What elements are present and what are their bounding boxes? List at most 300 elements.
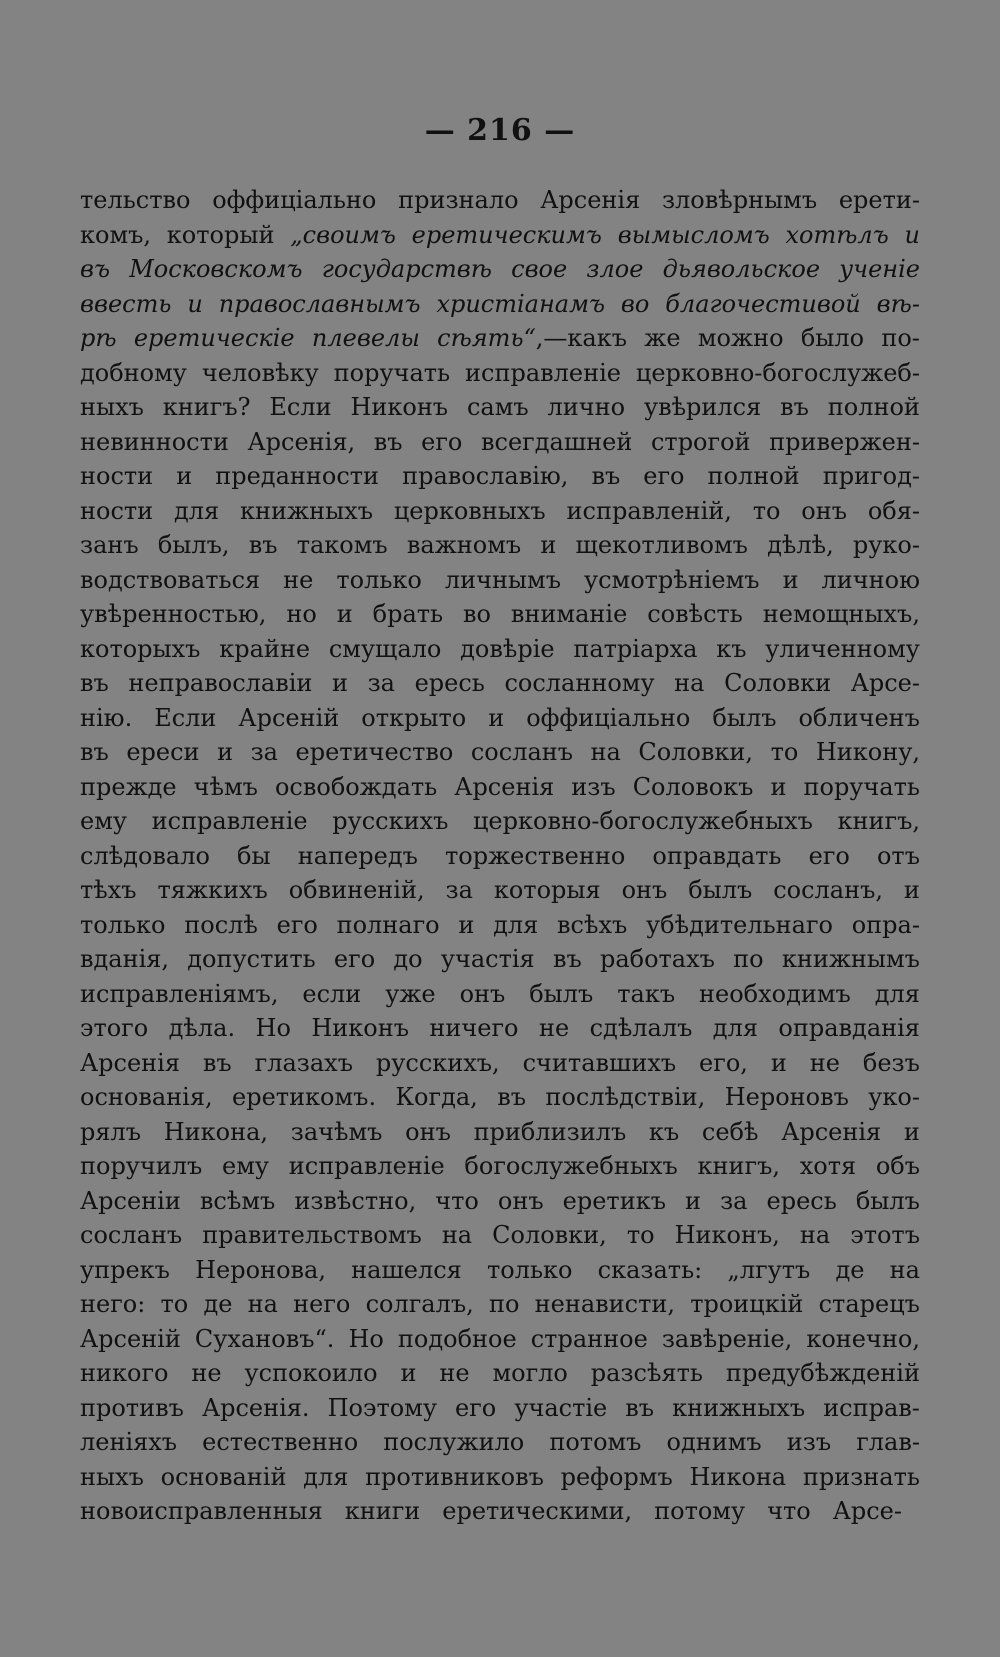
word: занъ	[80, 531, 139, 559]
word: совѣсть	[647, 600, 743, 628]
text-line	[80, 632, 920, 667]
word: крайне	[219, 634, 311, 663]
word: всѣмъ	[199, 1186, 276, 1215]
word: благочестивой	[665, 289, 861, 318]
word: ничего	[429, 1014, 519, 1042]
word: русскихъ	[332, 807, 449, 835]
word: конечно,	[806, 1324, 920, 1353]
word: послѣ	[184, 910, 258, 939]
word: еретическими,	[442, 1497, 633, 1525]
word: книгъ?	[162, 393, 251, 421]
word: Нероновъ	[724, 1083, 849, 1111]
word: въ	[625, 1393, 655, 1422]
word: хотя	[799, 1152, 857, 1180]
word: сосланъ,	[773, 876, 883, 904]
word: которыя	[493, 876, 601, 904]
word: ности	[80, 462, 154, 490]
word: не	[283, 565, 314, 594]
word: послужило	[383, 1428, 525, 1456]
word: не	[809, 1048, 840, 1077]
word: плевелы	[311, 324, 420, 352]
word: открыто	[361, 703, 467, 732]
text-line	[80, 459, 920, 494]
word: если	[302, 979, 362, 1008]
word: къ	[716, 634, 747, 663]
word: Поэтому	[327, 1393, 437, 1422]
word: и	[685, 1186, 702, 1215]
word: и	[903, 876, 920, 904]
word: ересь	[414, 669, 485, 697]
word: Если	[154, 703, 217, 732]
word: Арсеніи	[80, 1186, 181, 1215]
word: исправленій,	[566, 496, 732, 525]
word: участія	[440, 945, 535, 973]
word: Арсеній	[80, 1324, 181, 1353]
word: на	[674, 669, 705, 697]
word: патріарха	[573, 634, 698, 663]
word: Арсеній	[238, 703, 340, 732]
word: пригод-	[822, 462, 920, 490]
text-line	[80, 1046, 920, 1081]
word: на	[441, 1221, 473, 1249]
word: предубѣжденій	[725, 1359, 920, 1387]
word: уко-	[868, 1083, 920, 1111]
text-line	[80, 425, 920, 460]
word: водствоваться	[80, 565, 261, 594]
word: было	[800, 324, 865, 352]
word: Сухановъ“.	[194, 1324, 335, 1353]
word: по	[733, 945, 764, 973]
text-line	[80, 977, 920, 1012]
word: Никонъ	[350, 393, 449, 421]
word: подобное	[397, 1324, 517, 1353]
word: новоисправленныя	[80, 1497, 323, 1525]
word: слѣдовало	[80, 841, 210, 870]
word: троицкій	[690, 1290, 804, 1318]
word: обя-	[867, 496, 920, 525]
text-line	[80, 1287, 920, 1322]
word: въ	[80, 669, 109, 697]
word: этого	[80, 1014, 149, 1042]
word: церковно-богослужеб-	[635, 358, 920, 387]
word: обвиненій,	[288, 876, 425, 904]
word: богослужебныхъ	[464, 1152, 678, 1180]
word: его,	[699, 1048, 748, 1077]
text-line	[80, 287, 920, 322]
word: за	[250, 738, 278, 766]
word: глав-	[856, 1428, 920, 1456]
word: былъ	[688, 876, 753, 904]
word: еретическимъ	[411, 220, 602, 249]
word: сосланному	[504, 669, 655, 697]
word: сдѣлалъ	[589, 1014, 693, 1042]
word: сосланъ	[470, 738, 574, 766]
word: за	[720, 1186, 748, 1215]
word: признало	[398, 186, 519, 214]
word: Московскомъ	[129, 255, 303, 283]
word: тельство	[80, 186, 191, 214]
word: личнымъ	[444, 565, 561, 594]
word: отъ	[876, 841, 920, 870]
text-line	[80, 701, 920, 736]
word: его	[455, 1393, 497, 1422]
word: лично	[547, 393, 626, 421]
word: то	[626, 1221, 655, 1249]
word: Арсенія.	[201, 1393, 310, 1422]
word: его	[333, 945, 376, 973]
word: тяжкихъ	[157, 876, 268, 904]
word: однимъ	[666, 1428, 762, 1456]
word: исправ-	[823, 1393, 920, 1422]
word: уличенному	[765, 634, 920, 663]
word: книги	[344, 1497, 421, 1525]
word: разсѣять	[590, 1359, 703, 1387]
word: не	[538, 1014, 570, 1042]
word: дѣла.	[168, 1014, 236, 1042]
word: Арсенія	[454, 772, 555, 801]
word: въ	[497, 1083, 526, 1111]
word: солгалъ,	[365, 1290, 474, 1318]
word: онъ	[497, 1186, 544, 1215]
word: для	[712, 1014, 758, 1042]
word: противъ	[80, 1393, 184, 1422]
word: вданія,	[80, 945, 170, 973]
word: Арсе-	[832, 1497, 902, 1525]
word: на	[799, 1221, 831, 1249]
text-line	[80, 563, 920, 598]
word: не	[439, 1359, 470, 1387]
text-line	[80, 1115, 920, 1150]
word: усмотрѣніемъ	[583, 565, 760, 594]
word: за	[367, 669, 395, 697]
word: Соловки	[724, 669, 832, 697]
word: русскихъ,	[375, 1048, 500, 1077]
word: успокоило	[244, 1359, 378, 1387]
word: послѣдствіи,	[545, 1083, 706, 1111]
word: и	[488, 703, 505, 732]
text-line	[80, 1184, 920, 1219]
word: зловѣрнымъ	[661, 186, 818, 214]
text-line	[80, 1494, 920, 1529]
word: никого	[80, 1359, 169, 1387]
word: церковно-богослужебныхъ	[473, 807, 813, 835]
word: странное	[530, 1324, 648, 1353]
word: и	[770, 772, 787, 801]
text-line	[80, 321, 920, 356]
word: для	[174, 496, 220, 525]
word: книгъ,	[837, 807, 920, 835]
word: противниковъ	[365, 1462, 544, 1491]
word: напередъ	[297, 841, 418, 870]
word: что	[435, 1186, 479, 1215]
word: этотъ	[850, 1221, 920, 1249]
text-line	[80, 252, 920, 287]
word: государствѣ	[321, 255, 492, 283]
word: естественно	[202, 1428, 359, 1456]
word: правительствомъ	[202, 1221, 422, 1249]
word: Но	[255, 1014, 291, 1042]
word: въ	[780, 393, 809, 421]
word: Арсенія	[540, 186, 641, 214]
word: такъ	[617, 979, 676, 1008]
word: смущало	[328, 634, 442, 663]
word: его	[276, 910, 318, 939]
text-line	[80, 218, 920, 253]
word: исправленіе	[465, 358, 621, 387]
word: въ	[80, 255, 110, 283]
word: исправленіе	[288, 1152, 445, 1180]
word: сѣять“,—какъ	[437, 324, 627, 352]
word: еретическіе	[133, 324, 295, 352]
word: изъ	[571, 772, 616, 801]
text-line	[80, 770, 920, 805]
word: изъ	[786, 1428, 832, 1456]
word: которыхъ	[80, 634, 201, 663]
word: немощныхъ,	[762, 600, 920, 628]
word: и	[782, 565, 799, 594]
text-line	[80, 1218, 920, 1253]
word: довѣріе	[460, 634, 555, 663]
word: приблизилъ	[473, 1117, 627, 1146]
word: оффиціально	[526, 703, 691, 732]
word: только	[80, 910, 166, 939]
word: который	[166, 220, 275, 249]
word: былъ,	[157, 531, 230, 559]
word: тѣхъ	[80, 876, 137, 904]
word: ереси	[126, 738, 200, 766]
word: до	[393, 945, 423, 973]
word: личною	[821, 565, 920, 594]
word: Арсенія	[80, 1048, 180, 1077]
text-body	[80, 183, 920, 1529]
word: и	[331, 669, 348, 697]
word: и	[187, 289, 203, 318]
word: комъ,	[80, 220, 152, 249]
word: же	[644, 324, 681, 352]
word: важномъ	[406, 531, 522, 559]
word: къ	[648, 1117, 680, 1146]
text-line	[80, 356, 920, 391]
text-line	[80, 873, 920, 908]
word: допустить	[187, 945, 316, 973]
word: книжныхъ	[240, 496, 373, 525]
text-line	[80, 1425, 920, 1460]
word: потому	[654, 1497, 746, 1525]
word: Неронова,	[195, 1255, 326, 1284]
text-line	[80, 804, 920, 839]
word: потомъ	[549, 1428, 642, 1456]
word: де	[203, 1290, 233, 1318]
word: на	[889, 1255, 920, 1284]
word: Арсенія	[781, 1117, 882, 1146]
word: и	[904, 220, 920, 249]
word: Если	[269, 393, 332, 421]
word: освобождать	[274, 772, 438, 801]
word: полной	[707, 462, 800, 490]
word: основаній	[160, 1462, 287, 1491]
word: де	[835, 1255, 865, 1284]
word: онъ	[459, 979, 506, 1008]
word: извѣстно,	[294, 1186, 417, 1215]
word: сосланъ	[80, 1221, 183, 1249]
word: онъ	[801, 496, 847, 525]
word: строгой	[650, 427, 751, 456]
page-number: — 216 —	[424, 113, 576, 148]
word: то	[770, 738, 799, 766]
word: его	[421, 427, 463, 456]
word: книжнымъ	[781, 945, 920, 973]
word: „лгутъ	[727, 1255, 811, 1284]
word: въ	[591, 462, 621, 490]
word: и	[540, 531, 557, 559]
word: книгъ,	[697, 1152, 780, 1180]
word: Когда,	[395, 1083, 478, 1111]
word: рѣ	[80, 324, 117, 352]
word: сказать:	[597, 1255, 703, 1284]
word: церковныхъ	[393, 496, 546, 525]
word: оправдать	[652, 841, 782, 870]
word: полнаго	[336, 910, 440, 939]
text-line	[80, 908, 920, 943]
word: поручать	[333, 358, 451, 387]
word: его	[808, 841, 850, 870]
word: православнымъ	[218, 289, 421, 318]
word: ненависти,	[534, 1290, 675, 1318]
word: и	[770, 1048, 787, 1077]
text-line	[80, 597, 920, 632]
word: неправославіи	[128, 669, 313, 697]
word: ученіе	[839, 255, 920, 283]
word: ерети-	[838, 186, 920, 214]
word: него	[293, 1290, 351, 1318]
word: въ	[202, 1048, 232, 1077]
text-line	[80, 1253, 920, 1288]
word: человѣку	[201, 358, 319, 387]
word: былъ	[529, 979, 594, 1008]
word: Арсе-	[850, 669, 920, 697]
word: Соловки,	[492, 1221, 607, 1249]
word: злое	[586, 255, 644, 283]
text-line	[80, 183, 920, 218]
word: не	[191, 1359, 222, 1387]
word: за	[445, 876, 473, 904]
word: уже	[385, 979, 436, 1008]
word: леніяхъ	[80, 1428, 178, 1456]
text-line	[80, 528, 920, 563]
text-line	[80, 390, 920, 425]
word: еретикъ	[562, 1186, 666, 1215]
word: и	[400, 1359, 417, 1387]
word: Но	[348, 1324, 384, 1353]
word: оправданія	[778, 1014, 920, 1042]
word: Соловокъ	[632, 772, 754, 801]
word: брать	[372, 600, 444, 628]
word: Никону,	[815, 738, 920, 766]
word: вѣ-	[876, 289, 920, 318]
word: реформъ	[560, 1462, 673, 1491]
word: „своимъ	[290, 220, 396, 249]
word: и	[176, 462, 193, 490]
word: на	[247, 1290, 278, 1318]
text-line	[80, 839, 920, 874]
word: только	[486, 1255, 573, 1284]
word: дѣлѣ,	[767, 531, 834, 559]
word: во	[620, 289, 650, 318]
text-line	[80, 1080, 920, 1115]
word: опра-	[851, 910, 920, 939]
word: самъ	[466, 393, 529, 421]
word: по	[488, 1290, 520, 1318]
word: былъ	[855, 1186, 920, 1215]
word: такомъ	[296, 531, 388, 559]
word: поручилъ	[80, 1152, 203, 1180]
word: могло	[492, 1359, 568, 1387]
word: убѣдительнаго	[646, 910, 833, 939]
word: дьявольское	[662, 255, 821, 283]
word: оффиціально	[212, 186, 377, 214]
word: хотѣлъ	[785, 220, 889, 249]
word: исправленіе	[151, 807, 308, 835]
word: поручать	[803, 772, 920, 801]
word: невинности	[80, 427, 229, 456]
word: для	[874, 979, 920, 1008]
word: привержен-	[769, 427, 920, 456]
word: ему	[222, 1152, 270, 1180]
word: чѣмъ	[193, 772, 258, 801]
word: книжныхъ	[672, 1393, 806, 1422]
text-line	[80, 735, 920, 770]
word: старецъ	[818, 1290, 920, 1318]
word: основанія,	[80, 1083, 213, 1111]
word: преданности	[215, 462, 380, 490]
word: его	[643, 462, 685, 490]
text-line	[80, 1356, 920, 1391]
word: признать	[802, 1462, 920, 1491]
word: еретикомъ.	[232, 1083, 377, 1111]
text-line	[80, 942, 920, 977]
word: въ	[552, 945, 582, 973]
word: и	[903, 1117, 920, 1146]
word: безъ	[862, 1048, 920, 1077]
word: можно	[697, 324, 784, 352]
word: и	[458, 910, 475, 939]
text-line	[80, 1322, 920, 1357]
word: всегдашней	[481, 427, 633, 456]
word: всѣхъ	[557, 910, 628, 939]
word: онъ	[621, 876, 668, 904]
word: ности	[80, 496, 154, 525]
word: въ	[80, 738, 109, 766]
word: торжественно	[445, 841, 626, 870]
word: для	[493, 910, 539, 939]
word: прежде	[80, 772, 177, 801]
text-line	[80, 494, 920, 529]
word: исправленіямъ,	[80, 979, 279, 1008]
word: и	[217, 738, 234, 766]
word: на	[590, 738, 621, 766]
word: и	[336, 600, 353, 628]
word: необходимъ	[699, 979, 851, 1008]
word: ересь	[766, 1186, 837, 1215]
word: него:	[80, 1290, 146, 1318]
word: то	[752, 496, 781, 525]
word: православію,	[402, 462, 569, 490]
word: увѣренностью,	[80, 600, 267, 628]
word: Арсенія,	[247, 427, 356, 456]
word: вниманіе	[510, 600, 628, 628]
word: что	[767, 1497, 811, 1525]
word: завѣреніе,	[661, 1324, 793, 1353]
